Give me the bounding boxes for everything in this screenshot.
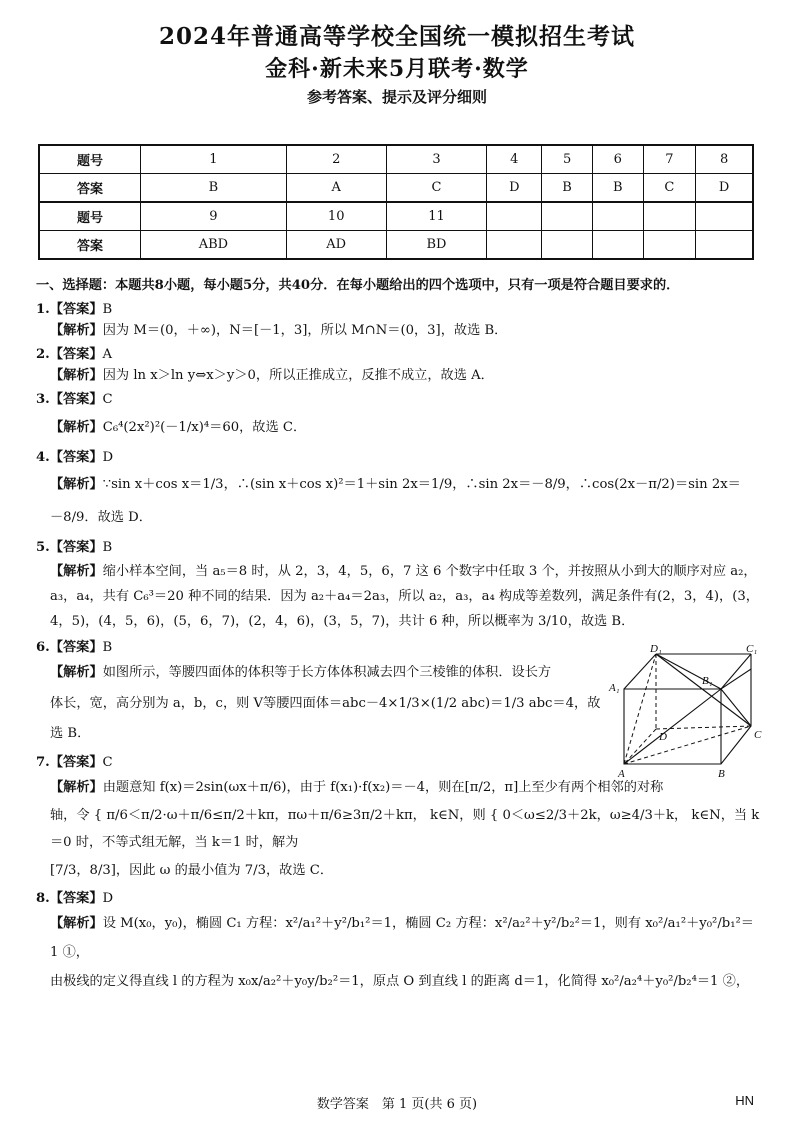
table-cell: 3 (386, 145, 487, 174)
table-cell: 11 (386, 202, 487, 231)
table-cell: 7 (643, 145, 696, 174)
answer-tag: 【答案】 (49, 347, 103, 363)
table-cell (643, 231, 696, 260)
item-number: 8. (36, 890, 50, 906)
section-heading: 一、选择题：本题共8小题，每小题5分，共40分．在每小题给出的四个选项中，只有一项是符合题目要求的． (36, 278, 680, 293)
answer-tag: 【答案】 (49, 890, 103, 906)
explanation-line: 设 M(x₀，y₀)，椭圆 C₁ 方程：x²/a₁²＋y²/b₁²＝1，椭圆 C₂ 方程：x²/a₂²＋y²/b₂²＝1，则有 x₀²/a₁²＋y₀²/b₁²＝1 ①， (50, 916, 754, 961)
item-number: 5. (36, 540, 50, 556)
row-label: 题号 (39, 145, 141, 174)
hidden-edge (624, 726, 751, 764)
table-cell (542, 231, 593, 260)
table-cell (487, 231, 542, 260)
explanation-line: －8/9．故选 D． (50, 510, 152, 526)
explanation-line: 因为 ln x＞ln y⇔x＞y＞0，所以正推成立，反推不成立，故选 A． (102, 367, 494, 383)
table-cell: B (141, 174, 287, 203)
explain-tag: 【解析】 (50, 419, 103, 435)
table-cell: B (592, 174, 643, 203)
answer-tag: 【答案】 (49, 639, 103, 655)
solution-item (36, 300, 762, 341)
item-number: 1. (36, 302, 50, 318)
solution-item (36, 345, 762, 386)
table-cell: 9 (141, 202, 287, 231)
vertex-label: B (718, 768, 725, 779)
cuboid-edge (624, 654, 656, 689)
table-cell: C (643, 174, 696, 203)
explanation-line: ∵sin x＋cos x＝1/3，∴(sin x＋cos x)²＝1＋sin 2x＝1/9，∴sin 2x＝－8/9，∴cos(2x－π/2)＝sin 2x＝ (102, 477, 741, 493)
solutions-body (36, 276, 762, 1000)
explanation-line: a₃，a₄，共有 C₆³＝20 种不同的结果．因为 a₂＋a₄＝2a₃，所以 a₂，a₃，a₄ 构成等差数列，满足条件有(2，3，4)，(3， (50, 588, 759, 604)
explanation-line: 由极线的定义得直线 l 的方程为 x₀x/a₂²＋y₀y/b₂²＝1，原点 O 到直线 l 的距离 d＝1，化简得 x₀²/a₂⁴＋y₀²/b₂⁴＝1 ②， (50, 974, 750, 990)
solution-item (36, 889, 762, 997)
row-label: 题号 (39, 202, 141, 231)
answer-value: B (102, 639, 113, 655)
answer-tag: 【答案】 (49, 755, 103, 771)
vertex-label: C₁ (746, 644, 758, 655)
explanation-line: 如图所示，等腰四面体的体积等于长方体体积减去四个三棱锥的体积．设长方 (102, 665, 552, 681)
vertex-label: A (618, 768, 625, 779)
row-label: 答案 (39, 174, 141, 203)
table-cell: AD (286, 231, 386, 260)
tetra-edge (656, 654, 751, 726)
solution-item (36, 390, 762, 443)
explain-tag: 【解析】 (50, 563, 103, 579)
table-cell: 8 (696, 145, 753, 174)
explanation-line: 轴，令 { π/6＜π/2·ω＋π/6≤π/2＋kπ，πω＋π/6≥3π/2＋kπ， k∈N，则 { 0＜ω≤2/3＋2k，ω≥4/3＋k， k∈N，当 k＝0 时，不等式组无解，当 k＝1 时，解为 (50, 807, 760, 851)
item-number: 2. (36, 347, 50, 363)
vertex-label: D (659, 731, 667, 743)
vertex-label: C (754, 729, 762, 741)
explanation-line: 由题意知 f(x)＝2sin(ωx＋π/6)，由于 f(x₁)·f(x₂)＝－4，则在[π/2，π]上至少有两个相邻的对称 (102, 779, 664, 795)
vertex-label: A₁ (609, 682, 620, 694)
table-cell: D (487, 174, 542, 203)
table-cell: 5 (542, 145, 593, 174)
explanation-line: [7/3，8/3]，因此 ω 的最小值为 7/3，故选 C． (50, 863, 334, 878)
explain-tag: 【解析】 (50, 477, 103, 493)
table-cell: A (286, 174, 386, 203)
explanation-line: C₆⁴(2x²)²(－1/x)⁴＝60，故选 C． (102, 419, 307, 435)
table-cell: D (696, 174, 753, 203)
explanation-line: 体长，宽，高分别为 a，b，c，则 V等腰四面体＝abc－4×1/3×(1/2 abc)＝1/3 abc＝4，故选 B． (50, 695, 601, 742)
table-cell: B (542, 174, 593, 203)
exam-subtitle: 金科·新未来5月联考·数学 (265, 56, 529, 82)
table-cell (487, 202, 542, 231)
table-cell: 6 (592, 145, 643, 174)
page-footer: 数学答案 第 1 页(共 6 页) (316, 1097, 478, 1112)
table-row (39, 145, 753, 174)
tetra-edge (721, 689, 751, 726)
explain-tag: 【解析】 (50, 916, 103, 932)
answer-value: D (102, 890, 114, 906)
table-cell: ABD (141, 231, 287, 260)
tetra-edge (624, 689, 721, 764)
answer-value: C (102, 755, 113, 771)
answer-tag: 【答案】 (49, 302, 103, 318)
table-cell: 4 (487, 145, 542, 174)
explain-tag: 【解析】 (50, 367, 103, 383)
answer-value: D (102, 449, 114, 465)
table-cell: 1 (141, 145, 287, 174)
explain-tag: 【解析】 (50, 665, 103, 681)
row-label: 答案 (39, 231, 141, 260)
table-cell: 10 (286, 202, 386, 231)
table-row (39, 202, 753, 231)
page-title: 2024年普通高等学校全国统一模拟招生考试 (158, 23, 635, 50)
hidden-edge (624, 654, 656, 764)
explanation-line: 因为 M＝(0，＋∞)，N＝[－1，3]，所以 M∩N＝(0，3]，故选 B． (102, 322, 508, 338)
item-number: 4. (36, 449, 50, 465)
cuboid-figure (606, 644, 766, 779)
document-subtitle: 参考答案、提示及评分细则 (306, 88, 487, 106)
explain-tag: 【解析】 (50, 322, 103, 338)
table-row (39, 231, 753, 260)
explanation-line: 4，5)，(4，5，6)，(5，6，7)，(2，4，6)，(3，5，7)，共计 6 种，所以概率为 3/10，故选 B． (50, 613, 635, 629)
solution-item (36, 538, 762, 634)
table-cell (696, 202, 753, 231)
vertex-label: B₁ (702, 675, 713, 687)
answer-tag: 【答案】 (49, 449, 103, 465)
answer-value: B (102, 302, 113, 318)
region-code: HN (735, 1093, 754, 1108)
item-number: 3. (36, 392, 50, 408)
table-row (39, 174, 753, 203)
vertex-label: D₁ (650, 644, 662, 655)
solution-item (36, 448, 762, 534)
hidden-edge (656, 726, 751, 729)
answer-tag: 【答案】 (49, 392, 103, 408)
answer-value: B (102, 540, 113, 556)
table-cell: C (386, 174, 487, 203)
item-number: 6. (36, 639, 50, 655)
explain-tag: 【解析】 (50, 779, 103, 795)
explanation-line: 缩小样本空间，当 a₅＝8 时，从 2，3，4，5，6，7 这 6 个数字中任取 3 个，并按照从小到大的顺序对应 a₂， (102, 563, 757, 579)
table-cell: BD (386, 231, 487, 260)
table-cell (542, 202, 593, 231)
table-cell: 2 (286, 145, 386, 174)
table-cell (592, 231, 643, 260)
answer-table (38, 144, 754, 260)
answer-value: A (102, 347, 113, 363)
table-cell (696, 231, 753, 260)
table-cell (643, 202, 696, 231)
table-cell (592, 202, 643, 231)
answer-tag: 【答案】 (49, 540, 103, 556)
answer-value: C (102, 392, 113, 408)
item-number: 7. (36, 755, 50, 771)
